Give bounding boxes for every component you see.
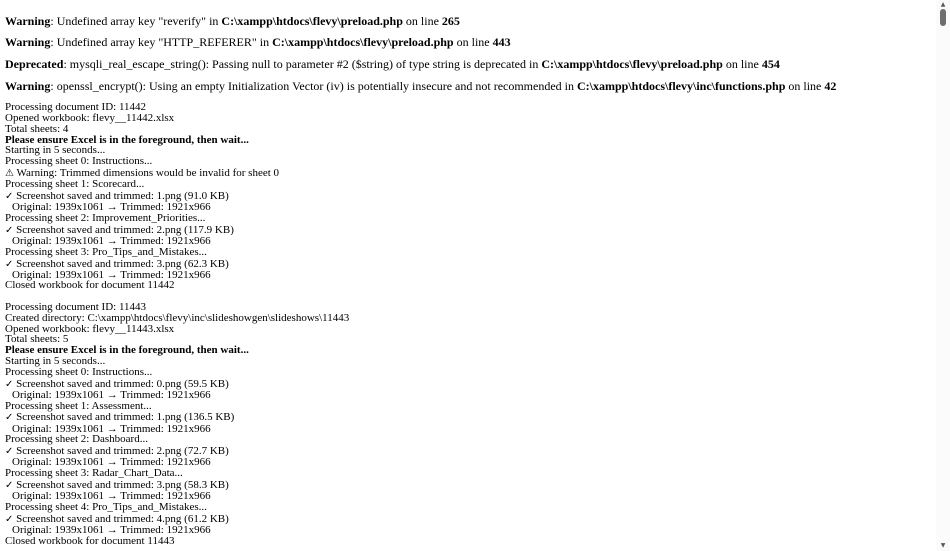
bold-text: C:\xampp\htdocs\flevy\inc\functions.php — [577, 78, 786, 93]
php-script-output — [5, 5, 932, 547]
log-line: Original: 1939x1061 → Trimmed: 1921x966 — [12, 490, 211, 503]
check-icon: ✓ — [5, 378, 14, 390]
log-line: Processing document ID: 11443 — [5, 301, 147, 314]
check-icon: ✓ — [5, 480, 14, 491]
bold-text: 42 — [824, 78, 837, 93]
log-line: ✓ Screenshot saved and trimmed: 3.png (62.3 KB) — [5, 257, 229, 270]
bold-text: C:\xampp\htdocs\flevy\preload.php — [221, 13, 403, 28]
bold-text: 265 — [441, 13, 460, 28]
bold-text: Warning — [5, 78, 51, 93]
log-line: Starting in 5 seconds... — [5, 144, 106, 157]
log-line: Processing sheet 1: Assessment... — [5, 399, 152, 412]
log-line: Processing sheet 4: Pro_Tips_and_Mistakes... — [5, 500, 207, 513]
log-line: ⚠ Warning: Trimmed dimensions would be invalid for sheet 0 — [5, 166, 280, 179]
log-line: ✓ Screenshot saved and trimmed: 2.png (72.7 KB) — [5, 445, 229, 458]
scrollbar-up-icon[interactable]: ▲ — [940, 1, 946, 8]
log-line: Processing sheet 0: Instructions... — [5, 365, 153, 378]
bold-text: 443 — [492, 35, 511, 50]
log-line: Processing sheet 3: Pro_Tips_and_Mistakes... — [5, 245, 207, 258]
php-notice: Warning: Undefined array key "reverify" in C:\xampp\htdocs\flevy\preload.php on line 265 — [5, 13, 460, 28]
log-line: ✓ Screenshot saved and trimmed: 0.png (59.5 KB) — [5, 377, 229, 390]
bold-text: 454 — [761, 56, 780, 71]
bold-text: C:\xampp\htdocs\flevy\preload.php — [272, 35, 454, 50]
bold-text: C:\xampp\htdocs\flevy\preload.php — [541, 56, 723, 71]
log-line: Original: 1939x1061 → Trimmed: 1921x966 — [12, 422, 211, 435]
warning-icon: ⚠ — [5, 167, 14, 179]
vertical-scrollbar[interactable] — [936, 0, 950, 551]
log-line: Created directory: C:\xampp\htdocs\flevy\inc\slideshowgen\slideshows\11443 — [5, 311, 350, 324]
log-line: Original: 1939x1061 → Trimmed: 1921x966 — [12, 456, 211, 469]
log-line: Opened workbook: flevy__11443.xlsx — [5, 322, 175, 335]
log-line: Opened workbook: flevy__11442.xlsx — [5, 111, 175, 124]
check-icon: ✓ — [5, 224, 14, 236]
log-line: Total sheets: 5 — [5, 333, 69, 346]
log-line: Total sheets: 4 — [5, 122, 69, 135]
log-line: Original: 1939x1061 → Trimmed: 1921x966 — [12, 523, 211, 536]
log-line: Original: 1939x1061 → Trimmed: 1921x966 — [12, 201, 211, 214]
check-icon: ✓ — [5, 513, 14, 525]
log-line: Starting in 5 seconds... — [5, 355, 106, 368]
log-line: Processing sheet 2: Dashboard... — [5, 433, 148, 446]
log-line: Please ensure Excel is in the foreground, then wait... — [5, 344, 249, 357]
php-notice: Warning: Undefined array key "HTTP_REFERER" in C:\xampp\htdocs\flevy\preload.php on line 443 — [5, 35, 511, 50]
php-notice: Warning: openssl_encrypt(): Using an empty Initialization Vector (iv) is potentially insecure and not recommended in C:\xampp\htdocs\flevy\inc\functions.php on line 42 — [5, 78, 837, 93]
bold-text: Warning — [5, 13, 51, 28]
log-line: Processing sheet 2: Improvement_Priorities... — [5, 211, 206, 224]
log-line: Processing sheet 3: Radar_Chart_Data... — [5, 467, 183, 480]
log-line: ✓ Screenshot saved and trimmed: 2.png (117.9 KB) — [5, 223, 234, 236]
log-line: Closed workbook for document 11442 — [5, 279, 175, 292]
check-icon: ✓ — [5, 412, 14, 424]
log-line: ✓ Screenshot saved and trimmed: 1.png (91.0 KB) — [5, 189, 229, 202]
log-line: ✓ Screenshot saved and trimmed: 3.png (58.3 KB) — [5, 479, 229, 491]
log-line: Processing sheet 0: Instructions... — [5, 155, 153, 168]
php-notice: Deprecated: mysqli_real_escape_string(): Passing null to parameter #2 ($string) of type string is deprecated in C:\xampp\htdocs\flevy\preload.php on line 454 — [5, 56, 780, 71]
log-line: Please ensure Excel is in the foreground, then wait... — [5, 133, 249, 146]
check-icon: ✓ — [5, 190, 14, 202]
log-line: Closed workbook for document 11443 — [5, 534, 175, 547]
check-icon: ✓ — [5, 446, 14, 458]
log-line: Original: 1939x1061 → Trimmed: 1921x966 — [12, 268, 211, 281]
scrollbar-down-icon[interactable]: ▼ — [940, 542, 946, 549]
log-line: ✓ Screenshot saved and trimmed: 1.png (136.5 KB) — [5, 411, 235, 424]
scrollbar-thumb[interactable] — [940, 9, 946, 26]
bold-text: Warning — [5, 35, 51, 50]
bold-text: Deprecated — [5, 56, 64, 71]
log-line: Original: 1939x1061 → Trimmed: 1921x966 — [12, 234, 211, 247]
log-line: ✓ Screenshot saved and trimmed: 4.png (61.2 KB) — [5, 512, 229, 525]
log-line: Processing sheet 1: Scorecard... — [5, 178, 145, 191]
log-line: Original: 1939x1061 → Trimmed: 1921x966 — [12, 388, 211, 401]
check-icon: ✓ — [5, 258, 14, 270]
log-line: Processing document ID: 11442 — [5, 101, 147, 114]
